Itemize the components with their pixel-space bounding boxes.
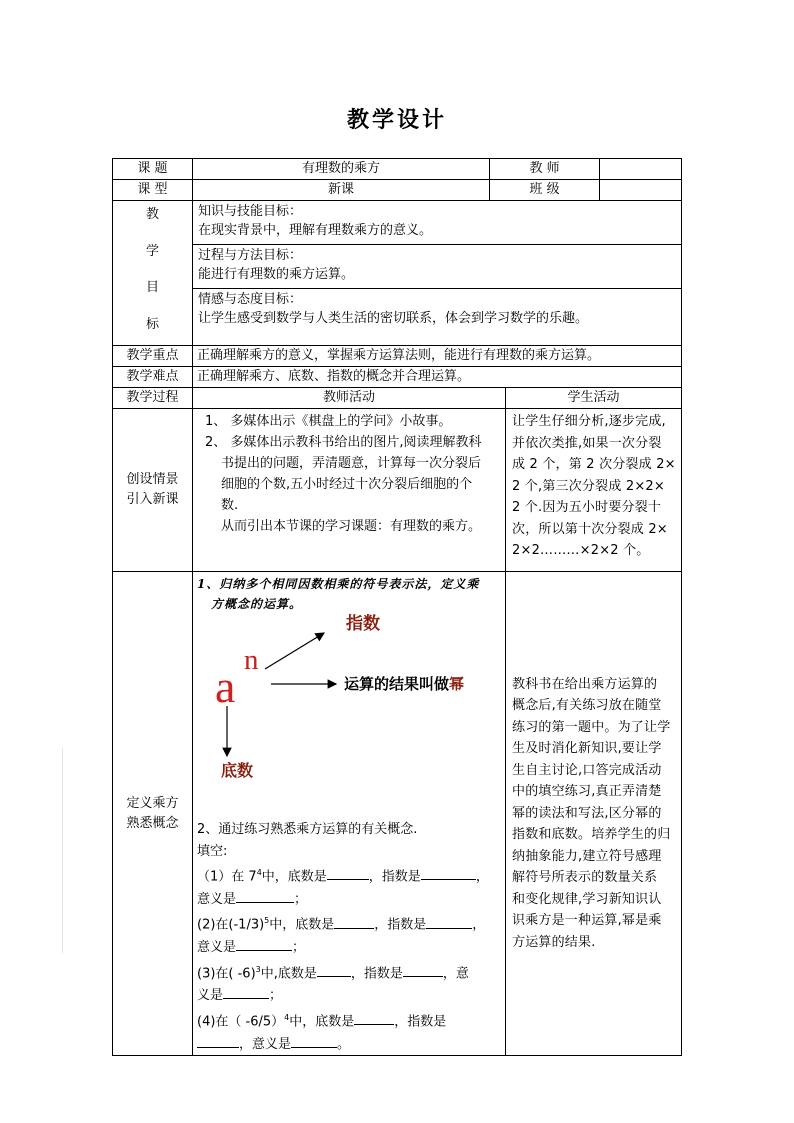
student-activity-header: 学生活动	[506, 388, 682, 409]
emotion-goal-text: 让学生感受到数学与人类生活的密切联系，体会到学习数学的乐趣。	[198, 311, 589, 326]
exercise-question: (2)在$(-1/3)^5$中，底数是 ，指数是 ，	[197, 910, 501, 936]
lesson-plan-table	[112, 158, 682, 1056]
answer-blank[interactable]	[317, 962, 351, 977]
topic-row	[113, 159, 682, 180]
section2-teacher-activity	[193, 572, 506, 1056]
goals-label-char: 教	[145, 207, 159, 222]
teacher-activity-line: 细胞的个数,五小时经过十次分裂后细胞的个	[221, 477, 473, 492]
knowledge-goal-text: 在现实背景中，理解有理数乘方的意义。	[198, 223, 433, 238]
student-activity-line: 并依次类推,如果一次分裂	[512, 435, 662, 451]
handwritten-line: 方概念的运算。	[211, 597, 303, 611]
exercise-question: （1）在 $7^4$中，底数是 ，指数是 ，	[197, 862, 501, 888]
student-activity-line: 幂的读法和写法,区分幂的	[512, 805, 662, 821]
answer-blank[interactable]	[426, 914, 472, 929]
teacher-value	[600, 159, 682, 180]
process-header-row	[113, 388, 682, 409]
emotion-goal-title: 情感与态度目标：	[198, 292, 303, 307]
process-goal	[193, 244, 681, 288]
emotion-goal	[193, 288, 681, 330]
exercise-question-cont: 义是 ；	[197, 984, 501, 1007]
handwritten-note	[193, 572, 505, 614]
process-label: 教学过程	[113, 388, 193, 409]
exercise-question: (3)在( -6)$^3$中,底数是 ，指数是 ，意	[197, 959, 501, 985]
result-label	[344, 674, 464, 694]
exercise-intro: 2、通过练习熟悉乘方运算的有关概念.	[197, 822, 418, 837]
teacher-activity-line: 书提出的问题，弄清题意，计算每一次分裂后	[221, 456, 482, 471]
teacher-activity-line: 数.	[221, 498, 239, 513]
section2-row	[113, 572, 682, 1056]
student-activity-line: 2 个.因为五小时要分裂十	[512, 500, 662, 515]
process-goal-title: 过程与方法目标：	[198, 248, 303, 263]
difficulty-label: 教学难点	[113, 367, 193, 388]
teacher-label: 教 师	[490, 159, 600, 180]
class-label: 班 级	[490, 180, 600, 201]
teacher-activity-item: 从而引出本节课的学习课题：有理数的乘方。	[221, 519, 482, 534]
fill-label: 填空:	[197, 843, 228, 859]
exercise-question-cont: 意义是 ；	[197, 936, 501, 959]
base-label: 底数	[221, 761, 254, 780]
exponent-label: 指数	[346, 614, 380, 634]
process-goal-text: 能进行有理数的乘方运算。	[198, 267, 355, 282]
answer-blank[interactable]	[334, 914, 374, 929]
student-activity-line: 练习的第一题中。为了让学	[512, 719, 671, 735]
student-activity-line: 教科书在给出乘方运算的	[512, 676, 658, 692]
power-diagram-arrows	[193, 614, 503, 819]
section2-student-activity	[506, 572, 682, 1056]
section1-label	[113, 409, 193, 572]
class-value	[600, 180, 682, 201]
goals-label-cell	[113, 201, 193, 346]
result-label-power: 幂	[449, 675, 465, 693]
key-point-text: 正确理解乘方的意义，掌握乘方运算法则，能进行有理数的乘方运算。	[193, 346, 682, 367]
exercise-question: (4)在（ -6/5）$^4$中，底数是 ，指数是	[197, 1007, 501, 1033]
answer-blank[interactable]	[236, 936, 292, 951]
type-row	[113, 180, 682, 201]
goals-content	[193, 201, 682, 346]
handwritten-line: 1、归纳多个相同因数相乘的符号表示法，定义乘	[197, 577, 480, 591]
answer-blank[interactable]	[223, 984, 269, 999]
goals-row	[113, 201, 682, 346]
power-diagram	[193, 614, 505, 819]
student-activity-line: 次，所以第十次分裂成 2×	[512, 521, 668, 537]
key-point-row	[113, 346, 682, 367]
student-activity-line: 纳抽象能力,建立符号感理	[512, 848, 662, 864]
margin-mark	[62, 748, 63, 953]
student-activity-line: 解符号所表示的数量关系	[512, 870, 658, 886]
goals-label-char: 目	[145, 280, 159, 296]
goals-label-char: 标	[145, 316, 159, 332]
answer-blank[interactable]	[354, 1010, 394, 1025]
answer-blank[interactable]	[327, 865, 369, 880]
key-point-label: 教学重点	[113, 346, 193, 367]
student-activity-line: 指数和底数。培养学生的归	[512, 827, 671, 843]
knowledge-goal	[193, 201, 681, 244]
goals-label-char: 学	[145, 243, 159, 259]
exercise-question-cont: 意义是 ；	[197, 888, 501, 911]
student-activity-line: 方运算的结果.	[512, 934, 596, 950]
section2-label	[113, 572, 193, 1056]
result-label-prefix: 运算的结果叫做	[344, 675, 450, 693]
base-letter: a	[215, 661, 236, 712]
student-activity-line: 2 个,第三次分裂成 2×2×	[512, 478, 665, 494]
student-activity-line: 识乘方是一种运算,幂是乘	[512, 913, 662, 929]
difficulty-text: 正确理解乘方、底数、指数的概念并合理运算。	[193, 367, 682, 388]
answer-blank[interactable]	[403, 962, 443, 977]
knowledge-goal-title: 知识与技能目标：	[198, 204, 303, 219]
type-label: 课 型	[113, 180, 193, 201]
topic-label: 课 题	[113, 159, 193, 180]
exercise-block	[193, 819, 505, 1055]
answer-blank[interactable]	[421, 865, 476, 880]
student-activity-line: 2×2………×2×2 个。	[512, 543, 650, 558]
student-activity-line: 概念后,有关练习放在随堂	[512, 698, 662, 714]
answer-blank[interactable]	[291, 1033, 337, 1048]
teacher-activity-header: 教师活动	[193, 388, 506, 409]
section1-student-activity	[506, 409, 682, 572]
type-value: 新课	[193, 180, 490, 201]
topic-value: 有理数的乘方	[193, 159, 490, 180]
exercise-question-cont: ，意义是 。	[197, 1033, 501, 1056]
student-activity-line: 中的填空练习,真正弄清楚	[512, 784, 662, 800]
student-activity-line: 成 2 个，第 2 次分裂成 2×	[512, 457, 676, 472]
answer-blank[interactable]	[197, 1033, 239, 1048]
student-activity-line: 生及时消化新知识,要让学	[512, 741, 662, 757]
student-activity-line: 和变化规律,学习新知识认	[512, 891, 662, 907]
section2-label-line: 熟悉概念	[126, 815, 179, 831]
teacher-activity-item: 1、 多媒体出示《棋盘上的学问》小故事。	[205, 414, 452, 429]
exponent-letter: n	[244, 644, 259, 676]
section1-row	[113, 409, 682, 572]
difficulty-row	[113, 367, 682, 388]
section1-label-line: 创设情景	[126, 472, 179, 487]
teacher-activity-item: 2、 多媒体出示教科书给出的图片,阅读理解教科	[205, 435, 482, 450]
page-title: 教学设计	[346, 107, 447, 133]
answer-blank[interactable]	[236, 888, 294, 903]
section2-label-line: 定义乘方	[126, 795, 179, 811]
student-activity-line: 生自主讨论,口答完成活动	[512, 762, 662, 778]
section1-label-line: 引入新课	[126, 492, 179, 507]
student-activity-line: 让学生仔细分析,逐步完成,	[512, 414, 666, 429]
section1-teacher-activity	[193, 409, 506, 572]
